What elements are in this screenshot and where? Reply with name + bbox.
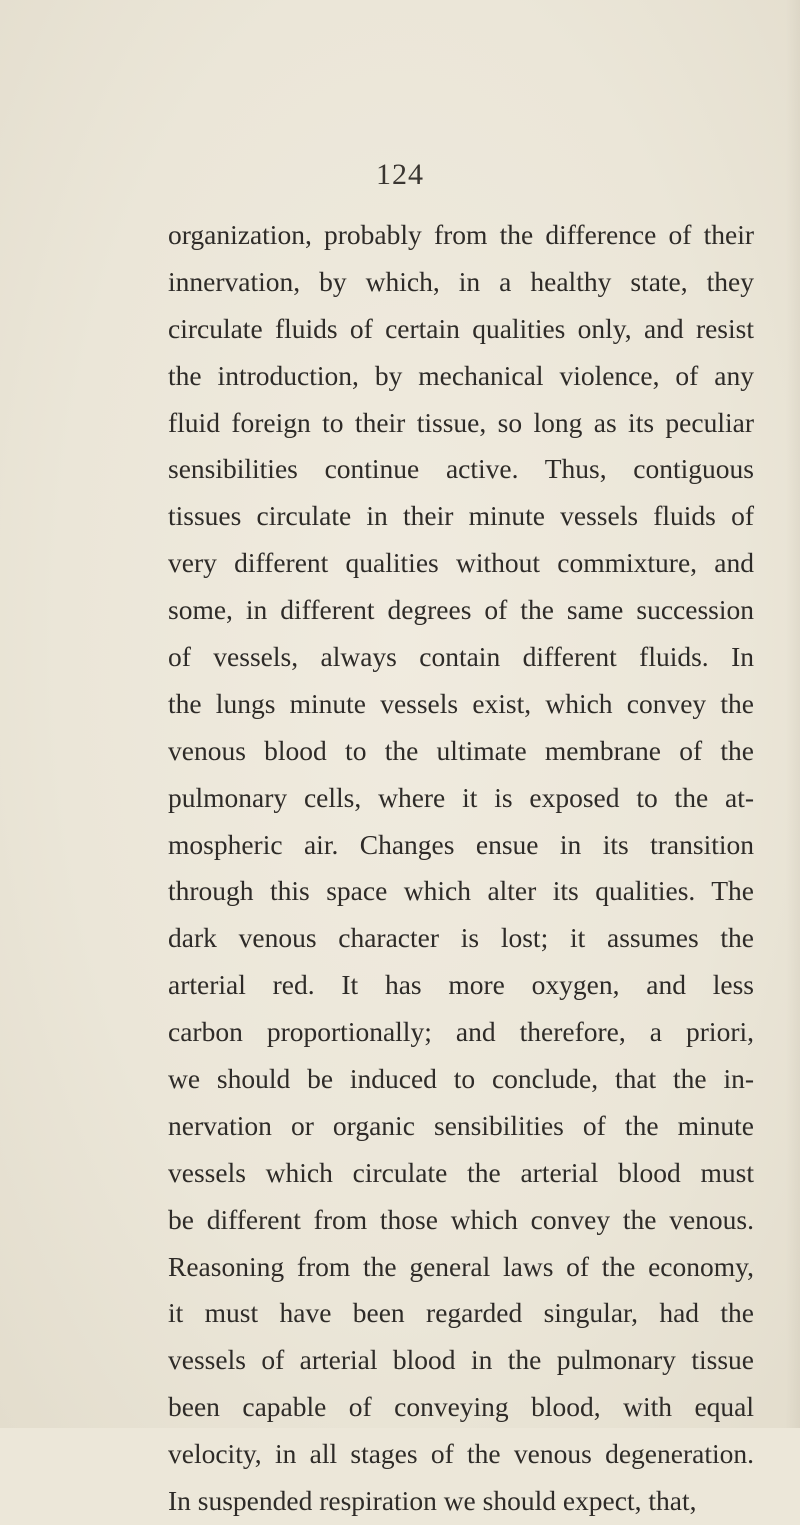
text-line: Reasoning from the general laws of the economy, (168, 1250, 754, 1282)
text-line: the lungs minute vessels exist, which convey the (168, 687, 754, 719)
text-line: vessels of arterial blood in the pulmonary tissue (168, 1344, 754, 1376)
text-line: vessels which circulate the arterial blood must (168, 1156, 754, 1188)
text-line: circulate fluids of certain qualities only, and resist (168, 312, 754, 344)
text-line: arterial red. It has more oxygen, and less (168, 969, 754, 1001)
text-line: innervation, by which, in a healthy state, they (168, 265, 754, 297)
text-line: In suspended respiration we should expect, that, (168, 1485, 697, 1517)
text-line: organization, probably from the difference of their (168, 219, 754, 250)
text-line: mospheric air. Changes ensue in its transition (168, 828, 754, 860)
text-line: nervation or organic sensibilities of the minute (168, 1109, 754, 1141)
text-line: fluid foreign to their tissue, so long as its peculiar (168, 406, 754, 438)
text-line: dark venous character is lost; it assumes the (168, 922, 754, 954)
text-line: carbon proportionally; and therefore, a priori, (168, 1016, 754, 1048)
text-line: very different qualities without commixture, and (168, 547, 754, 579)
text-line: been capable of conveying blood, with equal (168, 1391, 754, 1423)
text-line: it must have been regarded singular, had the (168, 1297, 754, 1329)
text-line: velocity, in all stages of the venous degeneration. (168, 1438, 754, 1470)
text-line: of vessels, always contain different fluids. In (168, 641, 754, 673)
text-line: some, in different degrees of the same succession (168, 594, 754, 626)
text-line: be different from those which convey the venous. (168, 1203, 754, 1235)
text-line: we should be induced to conclude, that the in- (168, 1063, 754, 1095)
page-number: 124 (376, 158, 424, 191)
text-line: venous blood to the ultimate membrane of the (168, 734, 754, 766)
text-line: through this space which alter its qualities. The (168, 875, 754, 907)
text-line: sensibilities continue active. Thus, contiguous (168, 453, 754, 485)
text-line: pulmonary cells, where it is exposed to the at- (168, 781, 754, 813)
body-text (168, 212, 754, 1525)
text-line: the introduction, by mechanical violence, of any (168, 359, 754, 391)
page-edge-shadow (786, 0, 800, 1428)
text-line: tissues circulate in their minute vessels fluids of (168, 500, 754, 532)
